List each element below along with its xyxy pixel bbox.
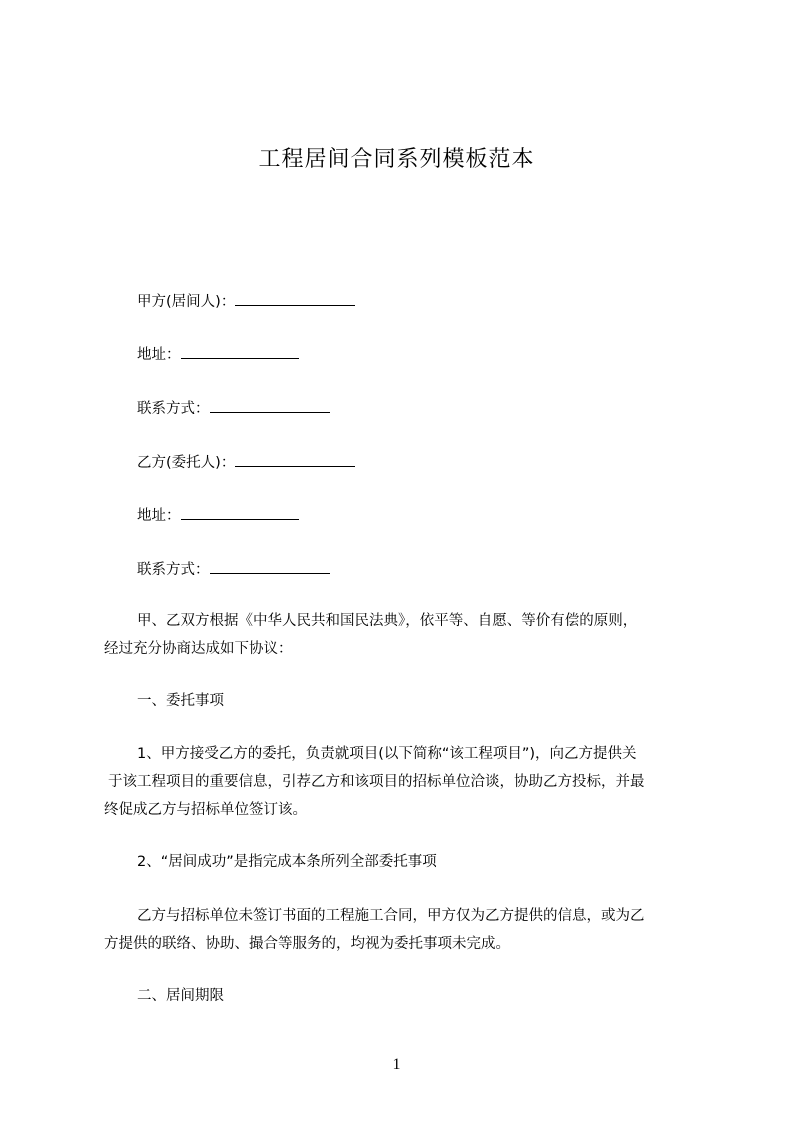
party-a-blank[interactable] [235,292,355,306]
clause-2-line-2: 方提供的联络、协助、撮合等服务的，均视为委托事项未完成。 [104,936,510,952]
party-a-contact-field [137,399,330,419]
document-title: 工程居间合同系列模板范本 [258,147,535,172]
party-a-label: 甲方(居间人)： [137,294,236,310]
party-b-contact-blank[interactable] [210,560,330,574]
party-a-contact-label: 联系方式： [137,401,210,417]
party-a-field [137,292,355,312]
party-b-label: 乙方(委托人)： [137,455,236,471]
party-b-address-blank[interactable] [181,506,299,520]
intro-line-2: 经过充分协商达成如下协议： [104,641,293,657]
party-b-field [137,453,355,473]
section-2-heading: 二、居间期限 [137,988,224,1004]
party-a-contact-blank[interactable] [210,399,330,413]
party-b-blank[interactable] [235,453,355,467]
clause-1-line-3: 终促成乙方与招标单位签订该。 [104,802,307,818]
intro-line-1: 甲、乙双方根据《中华人民共和国民法典》，依平等、自愿、等价有偿的原则， [137,613,638,629]
party-a-address-field [137,345,299,365]
party-b-address-label: 地址： [137,508,181,524]
clause-1-line-2: 于该工程项目的重要信息，引荐乙方和该项目的招标单位洽谈，协助乙方投标，并最 [108,774,645,790]
clause-2-heading: 2、“居间成功”是指完成本条所列全部委托事项 [137,854,437,870]
page-number: 1 [392,1056,401,1073]
party-a-address-label: 地址： [137,347,181,363]
clause-1-line-1: 1、甲方接受乙方的委托，负责就项目(以下简称“该工程项目”)，向乙方提供关 [137,746,637,762]
party-b-contact-label: 联系方式： [137,562,210,578]
party-b-address-field [137,506,299,526]
section-1-heading: 一、委托事项 [137,693,224,709]
clause-2-line-1: 乙方与招标单位未签订书面的工程施工合同，甲方仅为乙方提供的信息，或为乙 [137,908,645,924]
party-a-address-blank[interactable] [181,345,299,359]
party-b-contact-field [137,560,330,580]
